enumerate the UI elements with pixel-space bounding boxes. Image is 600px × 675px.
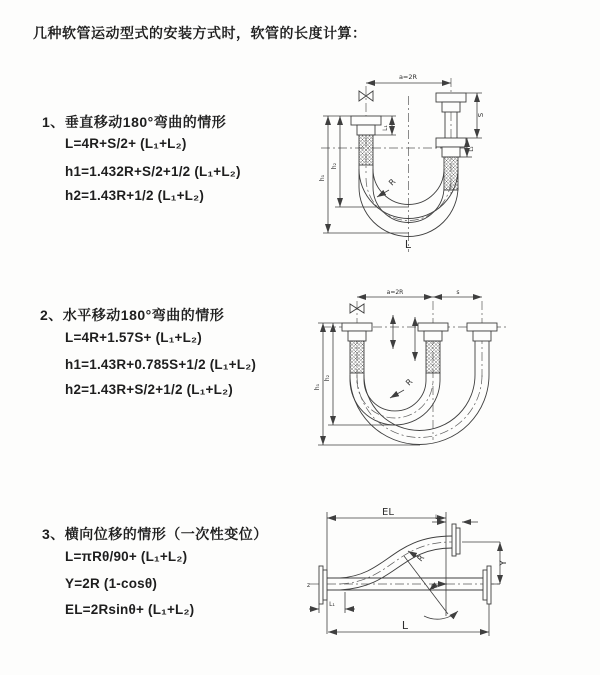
section-2-formula-h1: h1=1.43R+0.785S+1/2 (L₁+L₂) <box>65 357 257 372</box>
radius-label: R <box>404 377 415 388</box>
page-title: 几种软管运动型式的安装方式时，软管的长度计算： <box>33 25 367 41</box>
length-label: L <box>404 238 412 251</box>
section-2-formula-l: L=4R+1.57S+ (L₁+L₂) <box>65 330 202 345</box>
diagram-horizontal-movement-180 <box>310 285 600 465</box>
braided-hose-left <box>359 135 373 165</box>
section-1-formula-h2: h2=1.43R+1/2 (L₁+L₂) <box>65 188 205 203</box>
section-1-formula-l: L=4R+S/2+ (L₁+L₂) <box>65 136 187 151</box>
section-2-heading: 2、水平移动180°弯曲的情形 <box>40 307 225 323</box>
dim-label-a2r: a=2R <box>398 73 418 81</box>
swing-arrow <box>424 611 458 619</box>
section-2-formula-h2: h2=1.43R+S/2+1/2 (L₁+L₂) <box>65 382 233 397</box>
hose-arc <box>364 375 475 431</box>
dim-label-h1: h₁ <box>319 174 326 182</box>
section-3-formula-el: EL=2Rsinθ+ (L₁+L₂) <box>65 602 195 617</box>
radius-label: R <box>387 177 398 188</box>
section-3-formula-y: Y=2R (1-cosθ) <box>65 576 158 591</box>
centerline-mark: z <box>307 582 311 589</box>
section-3-formula-l: L=πRθ/90+ (L₁+L₂) <box>65 549 188 564</box>
radius-line <box>404 556 448 614</box>
hose-centerline-arc <box>357 375 482 438</box>
dim-label-y: Y <box>499 560 509 566</box>
hose-curve-wall <box>340 536 452 578</box>
braided-hose-left <box>350 341 364 373</box>
dim-label-h1: h₁ <box>314 383 321 391</box>
diagram-vertical-movement-180 <box>303 66 600 261</box>
hose-centerline-arc <box>357 380 433 418</box>
braided-hose-middle <box>426 341 440 373</box>
dim-label-l2: L₂ <box>469 146 475 152</box>
dim-label-h2: h₂ <box>331 162 338 170</box>
radius-label: R <box>415 553 427 564</box>
dim-label-el: EL <box>382 507 394 518</box>
dim-label-s: S <box>477 112 485 118</box>
dim-label-s: s <box>456 289 460 296</box>
section-1-formula-h1: h1=1.432R+S/2+1/2 (L₁+L₂) <box>65 164 241 179</box>
dim-label-l: L <box>401 619 409 632</box>
dim-label-h2: h₂ <box>324 374 331 382</box>
dim-label-a2r: a=2R <box>386 289 404 296</box>
diagram-lateral-displacement <box>300 496 600 648</box>
hose-arc <box>350 375 489 445</box>
dim-label-l1: L₁ <box>382 125 389 131</box>
angle-label: θ <box>431 584 435 591</box>
dim-label-l1: L₁ <box>329 601 335 608</box>
section-1-heading: 1、垂直移动180°弯曲的情形 <box>42 114 227 130</box>
section-3-heading: 3、横向位移的情形（一次性变位） <box>42 526 268 542</box>
dim-label-l2: L₂ <box>435 514 441 521</box>
